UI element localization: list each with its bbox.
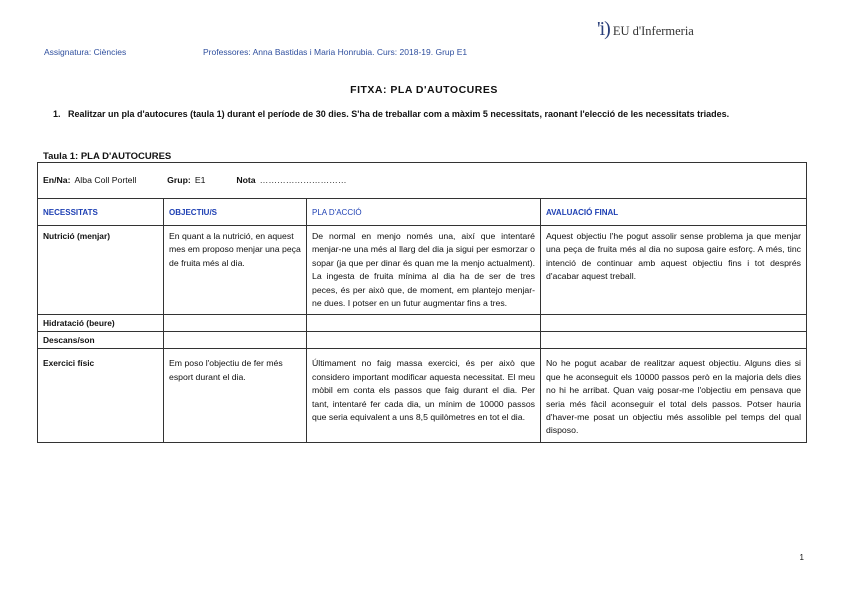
table-caption: Taula 1: PLA D'AUTOCURES xyxy=(43,151,172,162)
name-label: En/Na: xyxy=(43,174,71,185)
evaluation-cell xyxy=(541,332,807,349)
objective-cell: Em poso l'objectiu de fer més esport durant el dia. xyxy=(164,349,307,442)
grade-value: ………………………… xyxy=(259,174,347,185)
table-row xyxy=(38,349,807,442)
self-care-plan-table xyxy=(37,162,807,443)
plan-cell: Últimament no faig massa exercici, és per això que considero important modificar aquesta necessitat. El meu mòbil em conta els passos que faig durant el dia. Per tant, intentaré fer cada dia, un mínim de 10000 passos que seria equivalent a uns 8,5 quilòmetres en tot el dia. xyxy=(307,349,541,442)
evaluation-cell: Aquest objectiu l'he pogut assolir sense problema ja que menjar una peça de fruita més al dia no suposa gaire esforç. A més, tinc intenció de continuar amb aquest objectiu fins i tot després d'acabar aquest treball. xyxy=(541,226,807,315)
page-title: FITXA: PLA D'AUTOCURES xyxy=(350,84,498,96)
need-cell: Exercici físic xyxy=(38,349,164,442)
student-info-cell xyxy=(38,163,807,199)
grade-label: Nota xyxy=(236,174,256,185)
plan-cell: De normal en menjo només una, així que intentaré menjar-ne una més al llarg del dia ja sigui per esmorzar o sopar (ja que per dinar és quan me la menjo actualment). La ingesta de fruita mínima al dia ha de ser de tres peces, és per això que, de moment, em plantejo menjar-ne dues. I potser en un futur augmentar fins a tres. xyxy=(307,226,541,315)
column-header-action-plan: PLA D'ACCIÓ xyxy=(307,199,541,226)
table-row xyxy=(38,315,807,332)
evaluation-cell: No he pogut acabar de realitzar aquest objectiu. Alguns dies si que he aconseguit els 10000 passos però en la majoria dels dies no hi he arribat. Quan vaig posar-me l'objectiu em pensava que seria més fàcil aconseguir el total dels passos. Potser hauria d'haver-me posat un objectiu més assolible pel temps del qual disposo. xyxy=(541,349,807,442)
professors-label: Professores: Anna Bastidas i Maria Honrubia. Curs: 2018-19. Grup E1 xyxy=(203,47,468,57)
need-cell: Descans/son xyxy=(38,332,164,349)
plan-cell xyxy=(307,315,541,332)
objective-cell: En quant a la nutrició, en aquest mes em proposo menjar una peça de fruita més al dia. xyxy=(164,226,307,315)
question-text: Realitzar un pla d'autocures (taula 1) durant el període de 30 dies. S'ha de treballar com a màxim 5 necessitats, raonant l'elecció de les necessitats triades. xyxy=(68,109,730,119)
question-number: 1. xyxy=(53,109,61,119)
group-label: Grup: xyxy=(167,174,191,185)
logo-text: EU d'Infermeria xyxy=(612,24,694,38)
column-header-evaluation: AVALUACIÓ FINAL xyxy=(541,199,807,226)
objective-cell xyxy=(164,332,307,349)
table-header-row xyxy=(38,199,807,226)
evaluation-cell xyxy=(541,315,807,332)
need-cell: Hidratació (beure) xyxy=(38,315,164,332)
question-item xyxy=(53,108,793,120)
table-row xyxy=(38,226,807,315)
school-logo xyxy=(597,18,694,41)
subject-label: Assignatura: Ciències xyxy=(44,47,127,57)
logo-mark: 'i) xyxy=(597,18,610,40)
plan-cell xyxy=(307,332,541,349)
need-cell: Nutrició (menjar) xyxy=(38,226,164,315)
name-value: Alba Coll Portell xyxy=(74,174,137,185)
objective-cell xyxy=(164,315,307,332)
student-info-row xyxy=(38,163,807,199)
column-header-objectives: OBJECTIU/S xyxy=(164,199,307,226)
table-row xyxy=(38,332,807,349)
column-header-needs: NECESSITATS xyxy=(38,199,164,226)
group-value: E1 xyxy=(194,174,206,185)
page-number: 1 xyxy=(799,553,804,562)
